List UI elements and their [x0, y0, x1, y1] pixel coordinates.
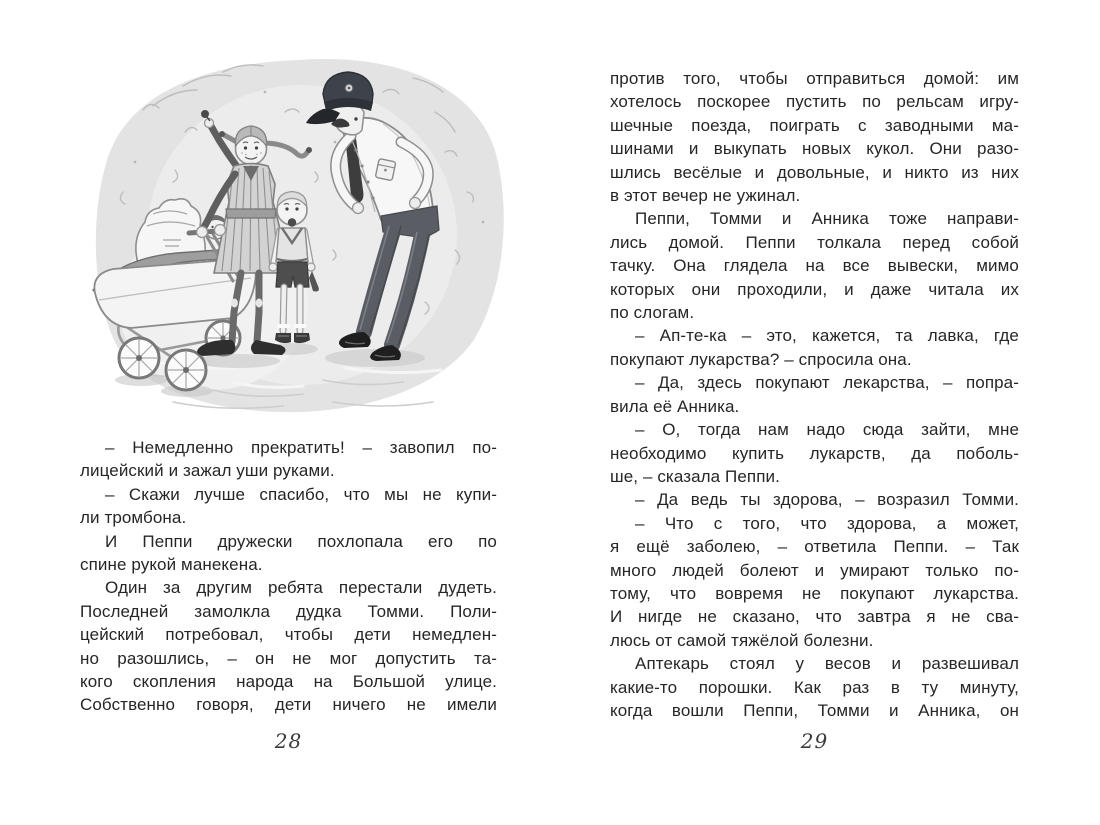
text-line: Один за другим ребята перестали дудеть.	[105, 578, 497, 598]
text-line: кого скопления народа на Большой улице.	[80, 672, 497, 692]
text-line: хотелось поскорее пустить по рельсам игру-	[610, 92, 1019, 112]
right-page-text	[610, 67, 1019, 722]
text-line: лись домой. Пеппи толкала перед собой	[610, 232, 1019, 252]
text-line: по слогам.	[610, 303, 695, 323]
text-line: но разошлись, – он не мог допустить та-	[80, 648, 497, 668]
text-line: в этот вечер не ужинал.	[610, 186, 801, 206]
text-line: шинами и выкупать новых кукол. Они разо-	[610, 139, 1019, 159]
text-line: И Пеппи дружески похлопала его по	[105, 531, 497, 551]
text-line: какие-то порошки. Как раз в ту минуту,	[610, 677, 1019, 697]
text-line: Последней замолкла дудка Томми. Поли-	[80, 601, 497, 621]
text-line: Аптекарь стоял у весов и развешивал	[635, 654, 1019, 674]
left-page-text	[80, 436, 497, 717]
text-line: И нигде не сказано, что завтра я не сва-	[610, 607, 1019, 627]
text-line: шечные поезда, поиграть с заводными ма-	[610, 115, 1019, 135]
text-line: которых они проходили, и даже читала их	[610, 279, 1019, 299]
text-line: когда вошли Пеппи, Томми и Анника, он	[610, 700, 1019, 720]
text-line: спине рукой манекена.	[80, 555, 263, 575]
text-line: я ещё заболею, – ответила Пеппи. – Так	[610, 537, 1019, 557]
text-line: люсь от самой тяжёлой болезни.	[610, 630, 874, 650]
text-line: лицейский и зажал уши руками.	[80, 461, 335, 481]
text-line: шлись весёлые и довольные, и никто из них	[610, 162, 1019, 182]
text-line: тому, что вовремя не покупают лукарства.	[610, 583, 1019, 603]
story-illustration	[83, 50, 521, 428]
text-line: – Немедленно прекратить! – завопил по-	[105, 438, 497, 457]
text-line: – Что с того, что здорова, а может,	[635, 513, 1019, 533]
text-line: вила её Анника.	[610, 396, 740, 416]
text-line: тачку. Она глядела на все вывески, мимо	[610, 256, 1019, 276]
page-number-left: 28	[274, 729, 303, 753]
text-line: ше, – сказала Пеппи.	[610, 466, 780, 486]
page-number-right: 29	[800, 729, 829, 753]
text-line: – Да, здесь покупают лекарства, – попра-	[635, 373, 1019, 393]
text-line: необходимо купить лукарств, да поболь-	[610, 443, 1019, 463]
text-line: ли тромбона.	[80, 508, 187, 528]
text-line: – Да ведь ты здорова, – возразил Томми.	[635, 490, 1019, 510]
text-line: Собственно говоря, дети ничего не имели	[80, 695, 497, 715]
text-line: цейский потребовал, чтобы дети немедлен-	[80, 625, 497, 645]
text-line: покупают лукарства? – спросила она.	[610, 349, 912, 369]
text-line: Пеппи, Томми и Анника тоже направи-	[635, 209, 1019, 229]
text-line: против того, чтобы отправиться домой: им	[610, 69, 1019, 88]
text-line: – О, тогда нам надо сюда зайти, мне	[635, 420, 1019, 440]
text-line: – Ап-те-ка – это, кажется, та лавка, где	[635, 326, 1019, 346]
text-line: много людей болеют и умирают только по-	[610, 560, 1019, 580]
text-line: – Скажи лучше спасибо, что мы не купи-	[105, 484, 497, 504]
